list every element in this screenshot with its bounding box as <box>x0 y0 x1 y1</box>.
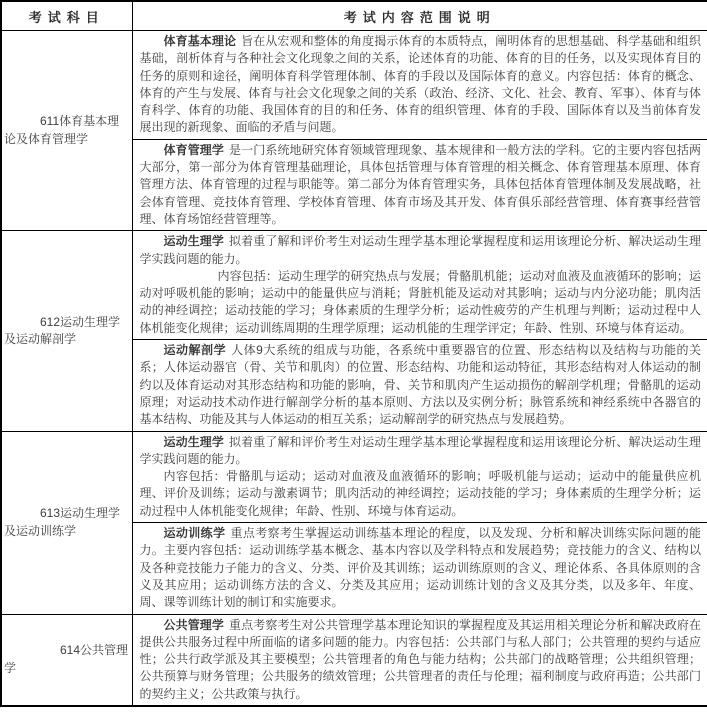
header-cell-subject: 考试科目 <box>1 1 132 31</box>
section-title: 运动解剖学 <box>163 343 227 358</box>
table-row <box>1 231 707 340</box>
section-title: 体育基本理论 <box>163 34 237 48</box>
content-cell-611-theory <box>132 31 707 140</box>
section-paragraph <box>140 268 702 337</box>
section-title: 运动生理学 <box>163 434 225 449</box>
section-paragraph <box>140 434 702 469</box>
section-paragraph <box>140 342 702 428</box>
section-text: 内容包括：运动生理学的研究热点与发展；骨骼肌机能；运动对血液及血液循环的影响；运动对呼吸机能的影响；运动中的能量供应与消耗；肾脏机能及运动对其影响；运动与内分泌功能；肌肉活动的神经调控；运动技能的学习；身体素质的生理学分析；运动性疲劳的产生机理与判断；运动过程中人体机能变化规律；运动训练周期的生理学原理；运动机能的生理学评定；年龄、性别、环境与体育运动。 <box>139 268 701 335</box>
subject-label: 614公共管理学 <box>4 643 129 675</box>
content-cell-612-physiology <box>132 231 707 340</box>
subject-label: 613运动生理学及运动训练学 <box>4 506 121 538</box>
section-paragraph <box>140 33 702 137</box>
section-text: 拟着重了解和评价考生对运动生理学基本理论掌握程度和运用该理论分析、解决运动生理学实践问题的能力。 <box>139 234 701 266</box>
content-cell-611-management <box>132 139 707 230</box>
subject-label: 611体育基本理论及体育管理学 <box>4 114 120 146</box>
section-paragraph <box>140 525 702 611</box>
table-row <box>1 431 707 522</box>
section-text: 重点考察考生掌握运动训练基本理论的程度，以及发现、分析和解决训练实际问题的能力。主要内容包括：运动训练学基本概念、基本内容以及学科特点和发展趋势；竞技能力的含义、结构以及各种竞技能力子能力的含义、分类、评价及其训练；运动训练原则的含义、理论体系、各具体原则的含义及其应用；运动训练方法的含义、分类及其应用；运动训练计划的含义及其分类，以及多年、年度、周、课等训练计划的制订和实施要求。 <box>139 526 701 610</box>
subject-cell-611 <box>1 31 132 231</box>
section-paragraph <box>140 233 702 268</box>
header-row <box>1 1 707 31</box>
header-cell-content: 考试内容范围说明 <box>132 1 707 31</box>
section-text: 拟着重了解和评价考生对运动生理学基本理论掌握程度和运用该理论分析、解决运动生理学实践问题的能力。 <box>139 434 701 466</box>
section-title: 运动生理学 <box>163 234 225 249</box>
section-paragraph <box>140 617 702 703</box>
section-paragraph <box>140 142 702 228</box>
section-text: 重点考察考生对公共管理学基本理论知识的掌握程度及其运用相关理论分析和解决政府在提供公共服务过程中所面临的诸多问题的能力。内容包括：公共部门与私人部门；公共管理的契约与适应性；公共行政学派及其主要模型；公共管理者的角色与能力结构；公共部门的战略管理；公共组织管理；公共预算与财务管理；公共服务的绩效管理；公共管理者的责任与伦理；福利制度与政府再造；公共部门的契约主义；公共政策与执行。 <box>139 617 701 701</box>
content-cell-613-training <box>132 523 707 614</box>
subject-cell-614 <box>1 614 132 706</box>
subject-label: 612运动生理学及运动解剖学 <box>4 314 121 346</box>
table-row <box>1 614 707 706</box>
section-text: 内容包括：骨骼肌与运动；运动对血液及血液循环的影响；呼吸机能与运动；运动中的能量供应机理、评价及训练；运动与激素调节；肌肉活动的神经调控；运动技能的学习；身体素质的生理学分析；运动过程中人体机能变化规律；年龄、性别、环境与体育运动。 <box>139 469 701 518</box>
section-title: 公共管理学 <box>163 617 225 632</box>
subject-cell-612 <box>1 231 132 431</box>
content-cell-612-anatomy <box>132 340 707 431</box>
content-cell-613-physiology <box>132 431 707 522</box>
subject-cell-613 <box>1 431 132 614</box>
section-title: 运动训练学 <box>163 526 226 541</box>
section-text: 人体9大系统的组成与功能，各系统中重要器官的位置、形态结构以及结构与功能的关系；人体运动器官（骨、关节和肌肉）的位置、形态结构、功能和运动特征，其形态结构对人体运动的制约以及体育运动对其形态结构和功能的影响，骨、关节和肌肉产生运动损伤的解剖学机理；骨骼肌的运动原理；对运动技术动作进行解剖学分析的基本原则、方法以及实例分析；脉管系统和神经系统中各器官的基本结构、功能及其与人体运动的相互关系；运动解剖学的研究热点与发展趋势。 <box>139 343 701 427</box>
section-paragraph <box>140 468 702 520</box>
table-row <box>1 31 707 140</box>
section-text: 旨在从宏观和整体的角度揭示体育的本质特点，阐明体育的思想基础、科学基础和组织基础，剖析体育与各种社会文化现象之间的关系，论述体育的功能、体育的目的任务，以及实现体育目的任务的原则和途径，阐明体育科学管理体制、体育的手段以及国际体育的意义。内容包括：体育的概念、体育的产生与发展、体育与社会文化现象之间的关系（政治、经济、文化、社会、教育、军事）、体育与体育科学、体育的功能、我国体育的目的和任务、体育的组织管理、体育的手段、国际体育以及当前体育发展出现的新现象、面临的矛盾与问题。 <box>139 34 701 135</box>
section-title: 体育管理学 <box>163 142 225 157</box>
content-cell-614-public-admin <box>132 614 707 706</box>
section-text: 是一门系统地研究体育领域管理现象、基本规律和一般方法的学科。它的主要内容包括两大部分，第一部分为体育管理基础理论，具体包括管理与体育管理的相关概念、体育管理基本原理、体育管理方法、体育管理的过程与职能等。第二部分为体育管理实务，具体包括体育管理体制及发展战略，社会体育管理、竞技体育管理、学校体育管理、体育市场及其开发、体育俱乐部经营管理、体育赛事经营管理、体育场馆经营管理等。 <box>139 142 701 226</box>
